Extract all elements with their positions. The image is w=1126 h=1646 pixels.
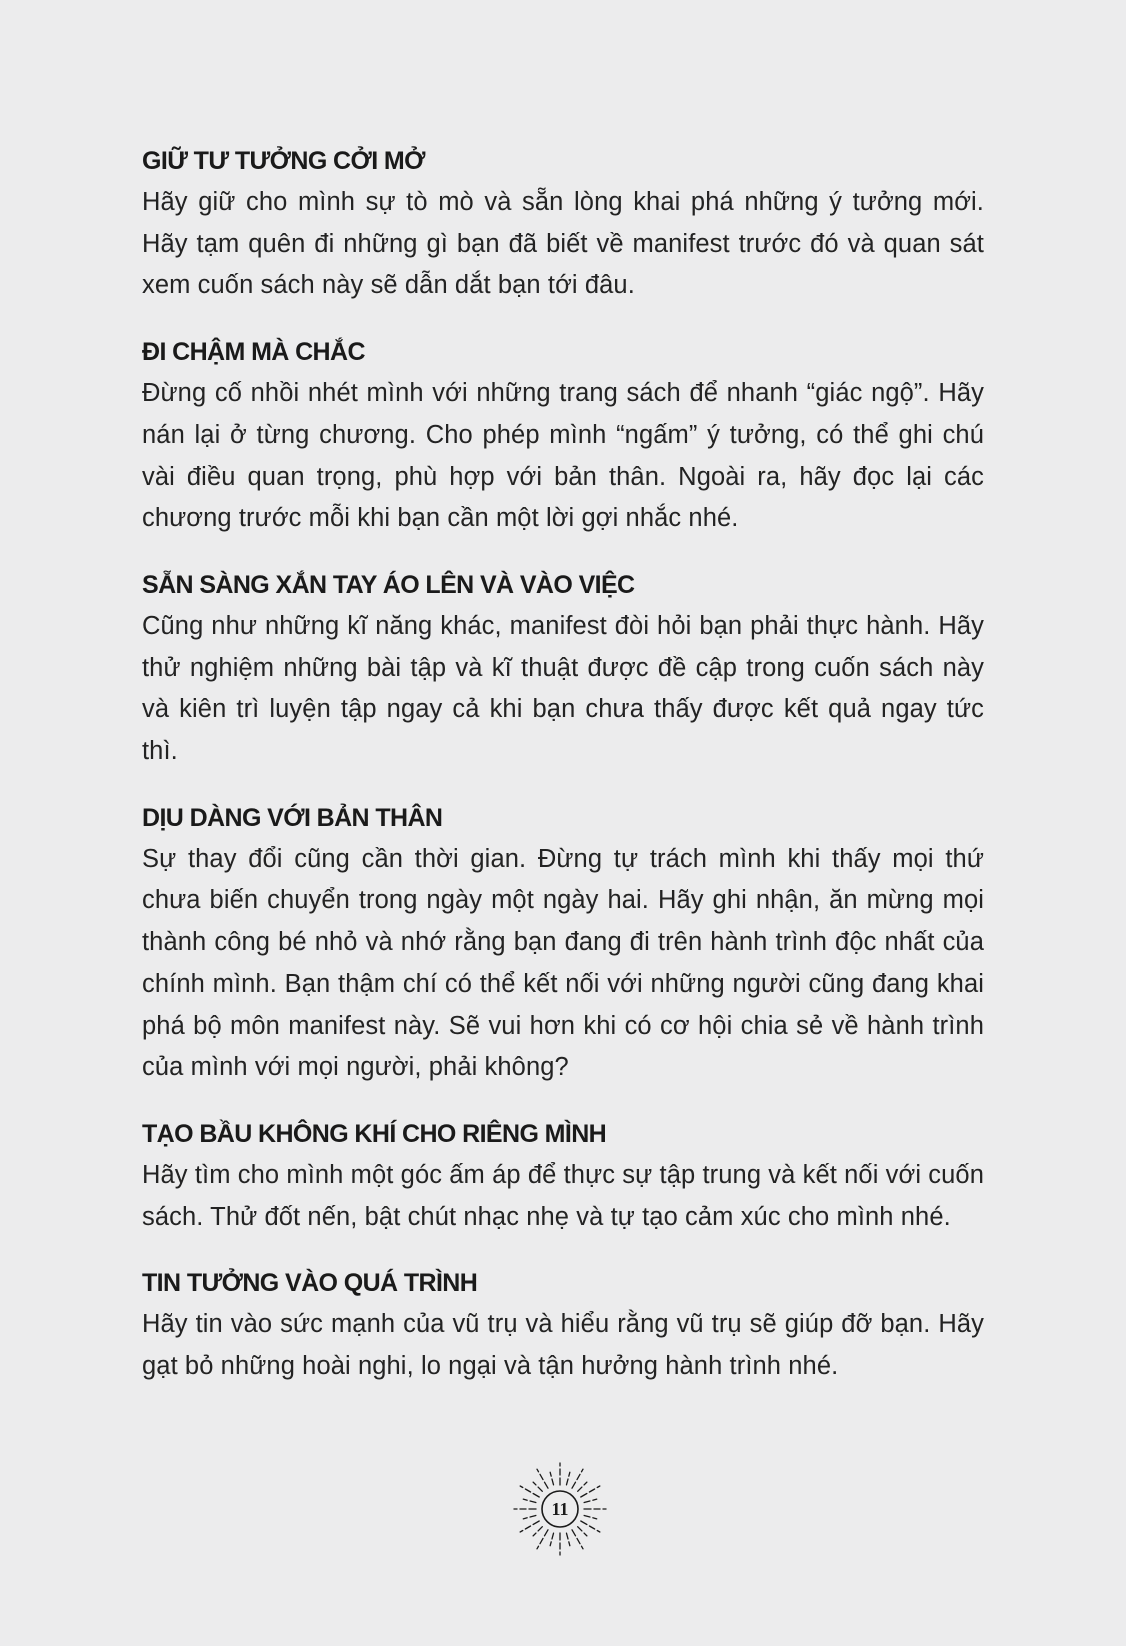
section-body: Hãy tìm cho mình một góc ấm áp để thực sự tập trung và kết nối với cuốn sách. Thử đốt nến, bật chút nhạc nhẹ và tự tạo cảm xúc cho mình nhé.	[142, 1160, 984, 1231]
page-content	[142, 143, 984, 1415]
section-trust-process	[142, 1265, 984, 1387]
section-body: Sự thay đổi cũng cần thời gian. Đừng tự trách mình khi thấy mọi thứ chưa biến chuyển trong ngày một ngày hai. Hãy ghi nhận, ăn mừng mọi thành công bé nhỏ và nhớ rằng bạn đang đi trên hành trình độc nhất của chính mình. Bạn thậm chí có thể kết nối với những người cũng đang khai phá bộ môn manifest này. Sẽ vui hơn khi có cơ hội chia sẻ về hành trình của mình với mọi người, phải không?	[142, 844, 984, 1082]
section-ready-to-work	[142, 567, 984, 773]
page-number-ornament	[511, 1460, 609, 1558]
section-be-gentle	[142, 800, 984, 1089]
section-heading: TẠO BẦU KHÔNG KHÍ CHO RIÊNG MÌNH	[142, 1119, 607, 1148]
section-slow-steady	[142, 334, 984, 540]
section-heading: SẴN SÀNG XẮN TAY ÁO LÊN VÀ VÀO VIỆC	[142, 570, 635, 599]
section-create-atmosphere	[142, 1116, 984, 1238]
section-heading: DỊU DÀNG VỚI BẢN THÂN	[142, 803, 443, 832]
section-body: Hãy giữ cho mình sự tò mò và sẵn lòng khai phá những ý tưởng mới. Hãy tạm quên đi những gì bạn đã biết về manifest trước đó và quan sát xem cuốn sách này sẽ dẫn dắt bạn tới đâu.	[142, 188, 984, 300]
page-number: 11	[551, 1498, 569, 1519]
section-heading: GIỮ TƯ TƯỞNG CỞI MỞ	[142, 147, 425, 175]
section-heading: TIN TƯỞNG VÀO QUÁ TRÌNH	[142, 1269, 478, 1298]
section-body: Cũng như những kĩ năng khác, manifest đòi hỏi bạn phải thực hành. Hãy thử nghiệm những bài tập và kĩ thuật được đề cập trong cuốn sách này và kiên trì luyện tập ngay cả khi bạn chưa thấy được kết quả ngay tức thì.	[142, 611, 984, 766]
section-body: Đừng cố nhồi nhét mình với những trang sách để nhanh “giác ngộ”. Hãy nán lại ở từng chương. Cho phép mình “ngấm” ý tưởng, có thể ghi chú vài điều quan trọng, phù hợp với bản thân. Ngoài ra, hãy đọc lại các chương trước mỗi khi bạn cần một lời gợi nhắc nhé.	[142, 379, 984, 533]
section-heading: ĐI CHẬM MÀ CHẮC	[142, 338, 365, 367]
section-body: Hãy tin vào sức mạnh của vũ trụ và hiểu rằng vũ trụ sẽ giúp đỡ bạn. Hãy gạt bỏ những hoài nghi, lo ngại và tận hưởng hành trình nhé.	[142, 1310, 984, 1381]
section-open-mind	[142, 143, 984, 307]
